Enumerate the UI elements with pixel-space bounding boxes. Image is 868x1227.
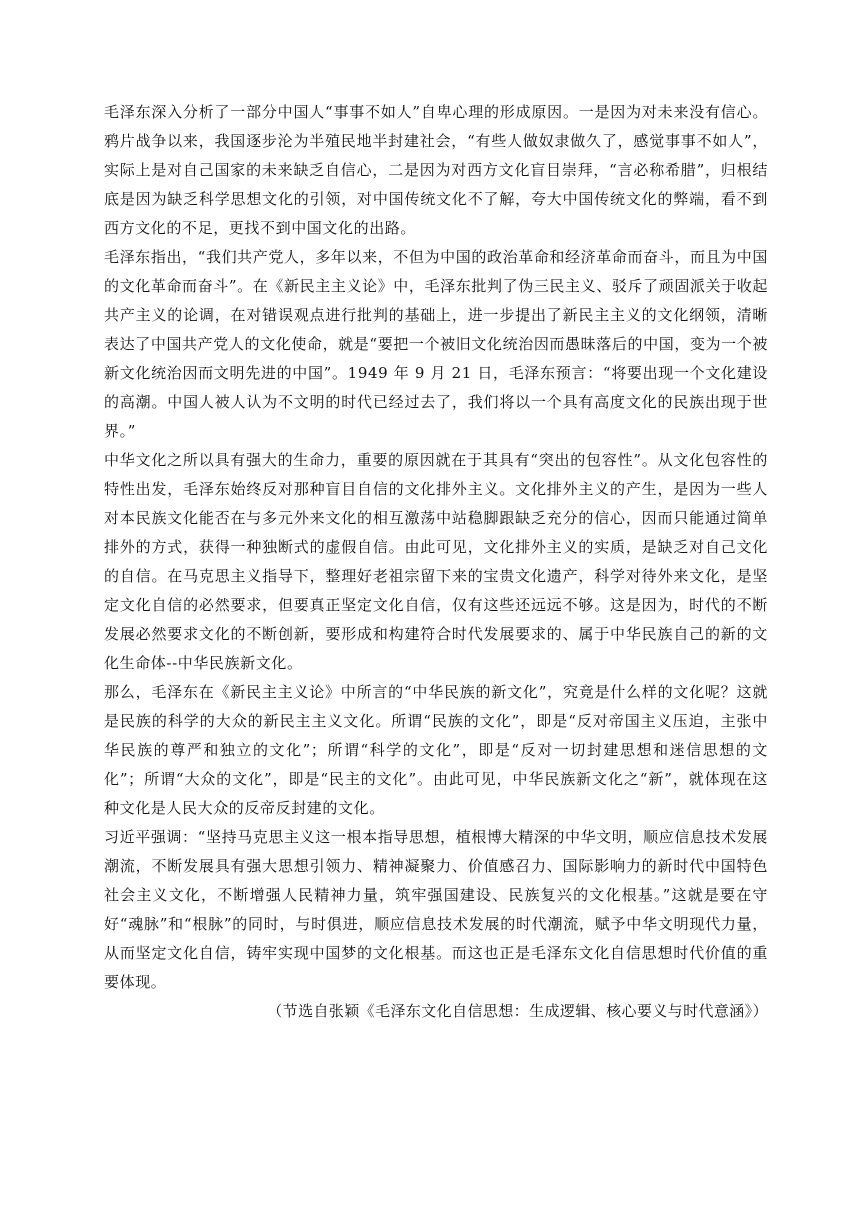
- paragraph-2: 毛泽东指出，“我们共产党人，多年以来，不但为中国的政治革命和经济革命而奋斗，而且为中国的文化革命而奋斗”。在《新民主主义论》中，毛泽东批判了伪三民主义、驳斥了顽固派关于收起共产主义的论调，在对错误观点进行批判的基础上，进一步提出了新民主主义的文化纲领，清晰表达了中国共产党人的文化使命，就是“要把一个被旧文化统治因而愚昧落后的中国，变为一个被新文化统治因而文明先进的中国”。1949 年 9 月 21 日，毛泽东预言：“将要出现一个文化建设的高潮。中国人被人认为不文明的时代已经过去了，我们将以一个具有高度文化的民族出现于世界。”: [104, 248, 768, 440]
- paragraph-5: 习近平强调：“坚持马克思主义这一根本指导思想，植根博大精深的中华文明，顺应信息技术发展潮流，不断发展具有强大思想引领力、精神凝聚力、价值感召力、国际影响力的新时代中国特色社会主义文化，不断增强人民精神力量，筑牢强国建设、民族复兴的文化根基。”这就是要在守好“魂脉”和“根脉”的同时，与时俱进，顺应信息技术发展的时代潮流，赋予中华文明现代力量，从而坚定文化自信，铸牢实现中国梦的文化根基。而这也正是毛泽东文化自信思想时代价值的重要体现。: [104, 828, 768, 991]
- source-citation: （节选自张颖《毛泽东文化自信思想：生成逻辑、核心要义与时代意涵》）: [267, 1002, 768, 1020]
- article-body: [104, 98, 768, 1026]
- paragraph-3: 中华文化之所以具有强大的生命力，重要的原因就在于其具有“突出的包容性”。从文化包容性的特性出发，毛泽东始终反对那种盲目自信的文化排外主义。文化排外主义的产生，是因为一些人对本民族文化能否在与多元外来文化的相互激荡中站稳脚跟缺乏充分的信心，因而只能通过简单排外的方式，获得一种独断式的虚假自信。由此可见，文化排外主义的实质，是缺乏对自己文化的自信。在马克思主义指导下，整理好老祖宗留下来的宝贵文化遗产，科学对待外来文化，是坚定文化自信的必然要求，但要真正坚定文化自信，仅有这些还远远不够。这是因为，时代的不断发展必然要求文化的不断创新，要形成和构建符合时代发展要求的、属于中华民族自己的新的文化生命体--中华民族新文化。: [104, 451, 768, 672]
- paragraph-4: 那么，毛泽东在《新民主主义论》中所言的“中华民族的新文化”，究竟是什么样的文化呢？这就是民族的科学的大众的新民主主义文化。所谓“民族的文化”，即是“反对帝国主义压迫，主张中华民族的尊严和独立的文化”；所谓“科学的文化”，即是“反对一切封建思想和迷信思想的文化”；所谓“大众的文化”，即是“民主的文化”。由此可见，中华民族新文化之“新”，就体现在这种文化是人民大众的反帝反封建的文化。: [104, 683, 768, 817]
- paragraph-1: 毛泽东深入分析了一部分中国人“事事不如人”自卑心理的形成原因。一是因为对未来没有信心。鸦片战争以来，我国逐步沦为半殖民地半封建社会，“有些人做奴隶做久了，感觉事事不如人”，实际上是对自己国家的未来缺乏自信心，二是因为对西方文化盲目崇拜，“言必称希腊”，归根结底是因为缺乏科学思想文化的引领，对中国传统文化不了解，夸大中国传统文化的弊端，看不到西方文化的不足，更找不到中国文化的出路。: [104, 103, 768, 237]
